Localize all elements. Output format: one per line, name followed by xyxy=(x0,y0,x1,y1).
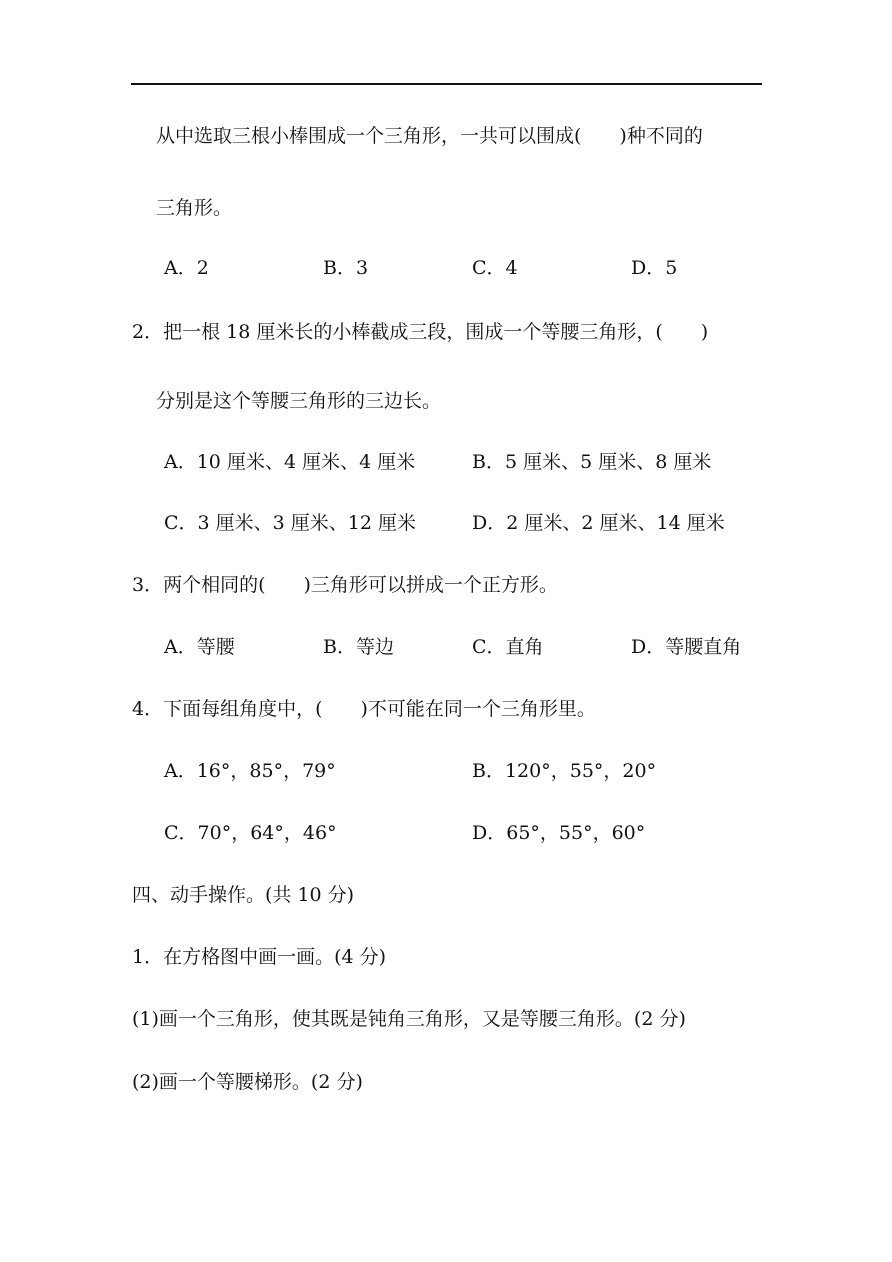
q4-text: 4．下面每组角度中，( )不可能在同一个三角形里。 xyxy=(132,698,596,720)
header-rule xyxy=(131,83,762,85)
q2-text-line1: 2．把一根 18 厘米长的小棒截成三段，围成一个等腰三角形，( ) xyxy=(132,321,709,343)
q1-option-c: C．4 xyxy=(472,257,518,279)
q1-text-line1: 从中选取三根小棒围成一个三角形，一共可以围成( )种不同的 xyxy=(156,125,703,147)
q4-option-d: D．65°，55°，60° xyxy=(472,822,646,844)
q3-option-b: B．等边 xyxy=(323,636,394,658)
q2-option-a: A．10 厘米、4 厘米、4 厘米 xyxy=(164,451,416,473)
q3-option-a: A．等腰 xyxy=(164,636,235,658)
q1-text-line2: 三角形。 xyxy=(156,197,233,219)
section4-sub1: (1)画一个三角形，使其既是钝角三角形，又是等腰三角形。(2 分) xyxy=(132,1008,686,1030)
section4-sub2: (2)画一个等腰梯形。(2 分) xyxy=(132,1071,363,1093)
q4-option-c: C．70°，64°，46° xyxy=(164,822,337,844)
q3-option-d: D．等腰直角 xyxy=(631,636,742,658)
q2-option-d: D．2 厘米、2 厘米、14 厘米 xyxy=(472,512,725,534)
q3-option-c: C．直角 xyxy=(472,636,544,658)
section4-title: 四、动手操作。(共 10 分) xyxy=(132,884,355,906)
q4-option-b: B．120°，55°，20° xyxy=(472,760,657,782)
q2-option-b: B．5 厘米、5 厘米、8 厘米 xyxy=(472,451,712,473)
q4-option-a: A．16°，85°，79° xyxy=(164,760,336,782)
q1-option-b: B．3 xyxy=(323,257,369,279)
q1-option-a: A．2 xyxy=(164,257,209,279)
q2-text-line2: 分别是这个等腰三角形的三边长。 xyxy=(156,390,442,412)
q2-option-c: C．3 厘米、3 厘米、12 厘米 xyxy=(164,512,417,534)
q1-option-d: D．5 xyxy=(631,257,678,279)
section4-q1: 1．在方格图中画一画。(4 分) xyxy=(132,946,387,968)
q3-text: 3．两个相同的( )三角形可以拼成一个正方形。 xyxy=(132,574,558,596)
